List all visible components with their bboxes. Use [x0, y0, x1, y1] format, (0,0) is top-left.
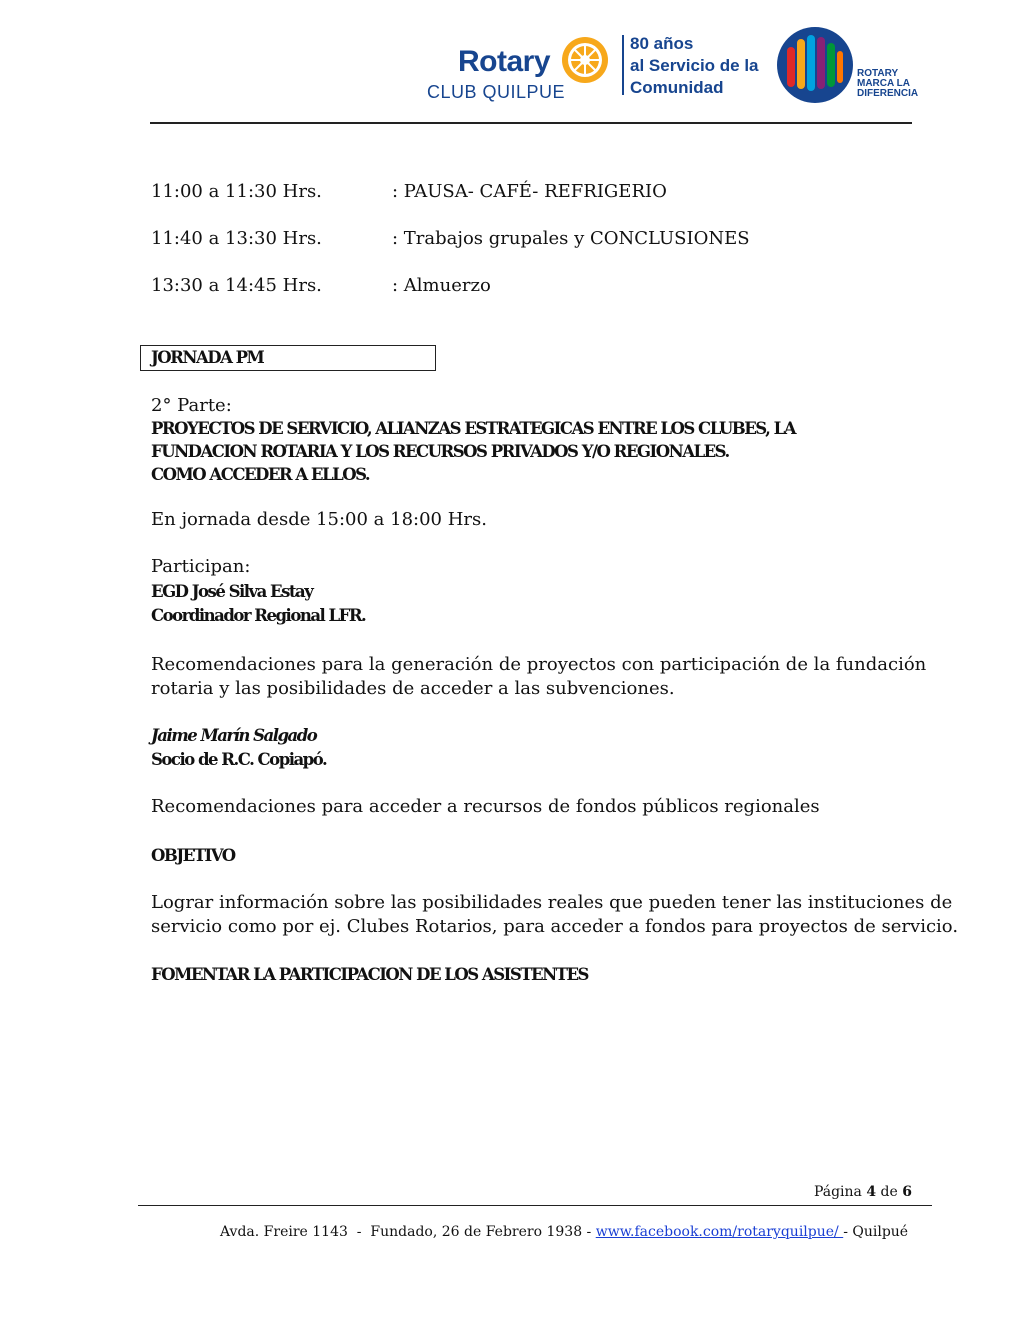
- footer-address: [220, 1224, 908, 1240]
- page-of: de: [880, 1184, 898, 1200]
- jornada-label: JORNADA PM: [151, 348, 264, 367]
- jornada-schedule: En jornada desde 15:00 a 18:00 Hrs.: [151, 509, 487, 530]
- schedule-time-2: 11:40 a 13:30 Hrs.: [151, 228, 322, 249]
- schedule-desc-2: : Trabajos grupales y CONCLUSIONES: [392, 228, 750, 249]
- participant-1-role: Coordinador Regional LFR.: [151, 606, 366, 625]
- closing-statement: FOMENTAR LA PARTICIPACION DE LOS ASISTENTES: [151, 965, 588, 984]
- anniversary-line-1: 80 años: [630, 34, 694, 53]
- participant-2-desc: Recomendaciones para acceder a recursos de fondos públicos regionales: [151, 796, 820, 817]
- schedule-desc-1: : PAUSA- CAFÉ- REFRIGERIO: [392, 181, 667, 202]
- header-logos: [420, 25, 920, 110]
- slogan-line-1: ROTARY: [857, 68, 899, 79]
- page-word: Página: [813, 1184, 862, 1200]
- club-name: CLUB QUILPUE: [427, 82, 566, 102]
- page-current: 4: [866, 1184, 877, 1200]
- participants-label: Participan:: [151, 556, 251, 577]
- rotary-brand-name: Rotary: [458, 45, 551, 78]
- anniversary-line-3: Comunidad: [630, 78, 724, 97]
- slogan-text: [857, 69, 918, 99]
- participant-1-desc-line-1: Recomendaciones para la generación de proyectos con participación de la fundación: [151, 654, 927, 675]
- people-mosaic-icon: [775, 25, 855, 105]
- schedule-time-3: 13:30 a 14:45 Hrs.: [151, 275, 322, 296]
- participant-1-name: EGD José Silva Estay: [151, 582, 313, 601]
- jornada-box: [140, 345, 436, 371]
- page-total: 6: [902, 1184, 912, 1200]
- participant-2-role: Socio de R.C. Copiapó.: [151, 750, 327, 769]
- objective-heading: OBJETIVO: [151, 846, 235, 865]
- section-title-line-3: COMO ACCEDER A ELLOS.: [151, 465, 370, 484]
- slogan-line-3: DIFERENCIA: [857, 88, 919, 99]
- schedule-desc-3: : Almuerzo: [392, 275, 491, 296]
- anniversary-text: [630, 33, 759, 99]
- slogan-line-2: MARCA LA: [857, 78, 910, 89]
- schedule-time-1: 11:00 a 11:30 Hrs.: [151, 181, 322, 202]
- header-rule: [150, 122, 912, 124]
- footer-rule: [138, 1205, 932, 1206]
- page-number: [814, 1184, 912, 1200]
- logo-separator: [622, 35, 624, 95]
- section-title-line-2: FUNDACION ROTARIA Y LOS RECURSOS PRIVADOS Y/O REGIONALES.: [151, 442, 729, 461]
- participant-1-desc-line-2: rotaria y las posibilidades de acceder a las subvenciones.: [151, 678, 675, 699]
- anniversary-line-2: al Servicio de la: [630, 56, 759, 75]
- section-title-line-1: PROYECTOS DE SERVICIO, ALIANZAS ESTRATEGICAS ENTRE LOS CLUBES, LA: [151, 419, 796, 438]
- objective-line-2: servicio como por ej. Clubes Rotarios, para acceder a fondos para proyectos de servicio.: [151, 916, 959, 937]
- facebook-link[interactable]: www.facebook.com/rotaryquilpue/: [595, 1224, 844, 1240]
- objective-line-1: Lograr información sobre las posibilidades reales que pueden tener las instituciones de: [151, 892, 953, 913]
- participant-2-name: Jaime Marín Salgado: [151, 726, 317, 745]
- part-label: 2° Parte:: [151, 395, 232, 416]
- city-text: - Quilpué: [843, 1224, 909, 1240]
- rotary-wheel-icon: [560, 35, 610, 85]
- address-text: Avda. Freire 1143 - Fundado, 26 de Febrero 1938 -: [220, 1224, 596, 1240]
